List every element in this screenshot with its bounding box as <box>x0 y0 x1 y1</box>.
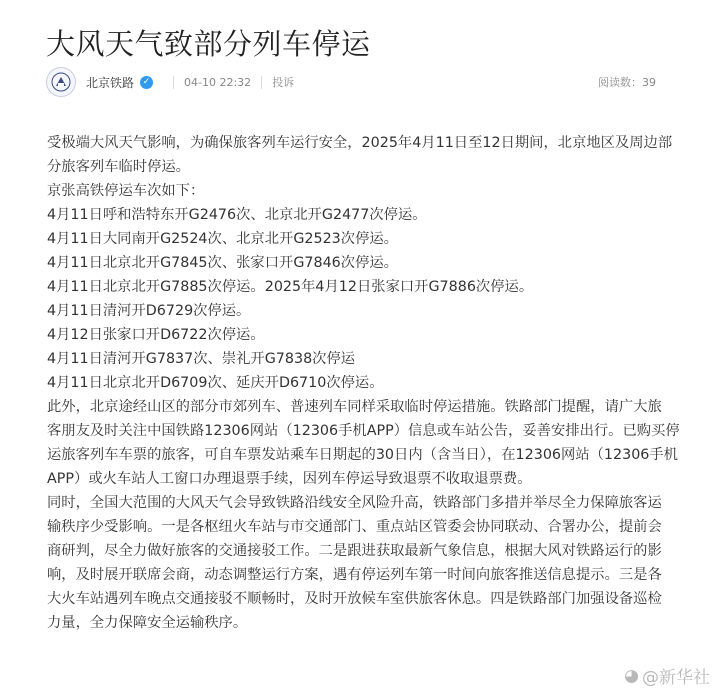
paragraph-line: 京张高铁停运车次如下： <box>47 183 205 199</box>
paragraph <box>47 323 680 347</box>
paragraph-line: 响，及时展开联席会商，动态调整运行方案，遇有停运列车第一时间向旅客推送信息提示。三是各 <box>47 567 662 583</box>
paragraph-line: 大火车站遇列车晚点交通接驳不顺畅时，及时开放候车室供旅客休息。四是铁路部门加强设备巡检 <box>47 591 662 607</box>
paragraph-line: 运旅客列车车票的旅客，可自车票发站乘车日期起的30日内（含当日），在12306网站（12306手机 <box>47 447 678 463</box>
paragraph-line: 4月11日大同南开G2524次、北京北开G2523次停运。 <box>47 231 398 247</box>
paragraph-line: 4月11日呼和浩特东开G2476次、北京北开G2477次停运。 <box>47 207 427 223</box>
paragraph-line: 商研判，尽全力做好旅客的交通接驳工作。二是跟进获取最新气象信息，根据大风对铁路运行的影 <box>47 543 662 559</box>
author-avatar[interactable] <box>46 67 76 97</box>
paragraph <box>47 347 680 371</box>
paragraph <box>47 179 680 203</box>
paragraph-line: 4月12日张家口开D6722次停运。 <box>47 327 265 343</box>
paragraph-line: 客朋友及时关注中国铁路12306网站（12306手机APP）信息或车站公告，妥善安排出行。已购买停 <box>47 423 680 439</box>
read-count: 阅读数：39 <box>598 76 656 89</box>
article-title: 大风天气致部分列车停运 <box>46 27 371 61</box>
weibo-icon: ◕ <box>624 665 639 686</box>
article-body <box>47 131 680 635</box>
paragraph <box>47 251 680 275</box>
paragraph <box>47 395 680 491</box>
paragraph-line: 输秩序少受影响。一是各枢纽火车站与市交通部门、重点站区管委会协同联动、合署办公，提前会 <box>47 519 662 535</box>
article-meta <box>46 66 656 98</box>
paragraph-line: 4月11日清河开G7837次、崇礼开G7838次停运 <box>47 351 356 367</box>
paragraph-line: 受极端大风天气影响，为确保旅客列车运行安全，2025年4月11日至12日期间，北京地区及周边部 <box>47 135 673 151</box>
paragraph <box>47 227 680 251</box>
paragraph-line: 4月11日清河开D6729次停运。 <box>47 303 251 319</box>
paragraph <box>47 491 680 635</box>
paragraph-line: APP）或火车站人工窗口办理退票手续，因列车停运导致退票不收取退票费。 <box>47 471 532 487</box>
author-name[interactable]: 北京铁路 <box>86 75 135 90</box>
divider <box>173 76 174 89</box>
verified-icon: ✓ <box>140 76 153 89</box>
paragraph-line: 4月11日北京北开G7885次停运。2025年4月12日张家口开G7886次停运。 <box>47 279 534 295</box>
paragraph-line: 分旅客列车临时停运。 <box>47 159 190 175</box>
paragraph <box>47 275 680 299</box>
paragraph <box>47 203 680 227</box>
paragraph-line: 4月11日北京北开D6709次、延庆开D6710次停运。 <box>47 375 384 391</box>
paragraph <box>47 371 680 395</box>
publish-time: 04-10 22:32 <box>184 75 252 89</box>
paragraph <box>47 131 680 179</box>
paragraph <box>47 299 680 323</box>
paragraph-line: 力量，全力保障安全运输秩序。 <box>47 615 248 631</box>
watermark-text: @新华社 <box>642 668 710 688</box>
paragraph-line: 此外，北京途经山区的部分市郊列车、普速列车同样采取临时停运措施。铁路部门提醒，请广大旅 <box>47 399 662 415</box>
railway-logo-icon <box>51 72 71 92</box>
report-link[interactable]: 投诉 <box>272 76 295 89</box>
divider <box>261 76 262 89</box>
paragraph-line: 4月11日北京北开G7845次、张家口开G7846次停运。 <box>47 255 398 271</box>
watermark <box>624 663 710 688</box>
paragraph-line: 同时，全国大范围的大风天气会导致铁路沿线安全风险升高，铁路部门多措并举尽全力保障旅客运 <box>47 495 662 511</box>
